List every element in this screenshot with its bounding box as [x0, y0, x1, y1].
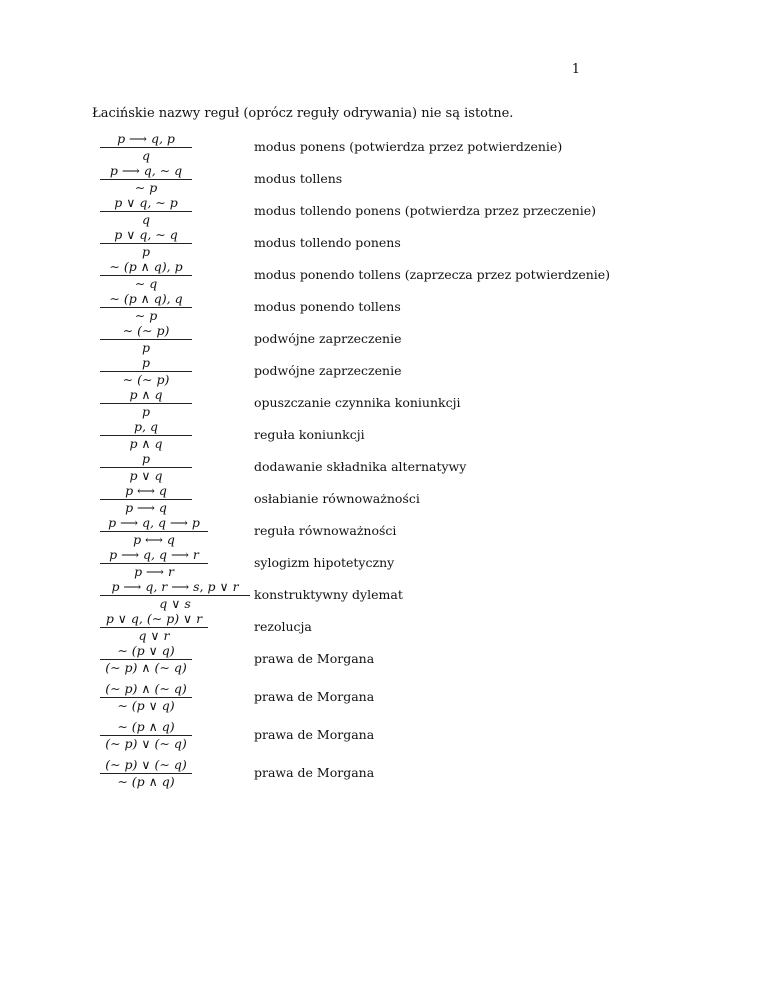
rule-name: rezolucja [254, 619, 312, 634]
rule-premise: p [141, 451, 150, 466]
rule-name: prawa de Morgana [254, 689, 375, 704]
rule-conclusion: p ⟶ q [125, 500, 167, 515]
rule-conclusion: (∼ p) ∨ (∼ q) [105, 736, 187, 751]
rule-name: modus tollendo ponens (potwierdza przez przeczenie) [254, 203, 597, 218]
rule-name: opuszczanie czynnika koniunkcji [254, 395, 461, 410]
rule-premise: ∼ (p ∧ q), p [109, 259, 183, 274]
rule-conclusion: p ⟷ q [133, 532, 175, 547]
rule-formula [100, 355, 250, 388]
rule-formula [100, 681, 250, 714]
rule-conclusion: (∼ p) ∧ (∼ q) [105, 660, 187, 675]
rule-conclusion: p ⟶ r [134, 564, 174, 579]
rule-premise: ∼ (p ∧ q), q [109, 291, 183, 306]
rule-name: modus ponendo tollens [254, 299, 401, 314]
rule-name: konstruktywny dylemat [254, 587, 403, 602]
rule-conclusion: p ∨ q [129, 468, 163, 483]
rule-conclusion: q [141, 212, 150, 227]
rule-row [92, 419, 732, 452]
rule-name: dodawanie składnika alternatywy [254, 459, 467, 474]
rule-premise: (∼ p) ∨ (∼ q) [105, 757, 187, 772]
rule-row [92, 719, 732, 752]
rule-row [92, 131, 732, 164]
rule-formula [100, 195, 250, 228]
rule-row [92, 483, 732, 516]
rule-row [92, 323, 732, 356]
rule-premise: p ∨ q, (∼ p) ∨ r [105, 611, 203, 626]
rule-row [92, 355, 732, 388]
rule-formula [100, 163, 250, 196]
rule-formula [100, 719, 250, 752]
rule-premise: p ∨ q, ∼ q [114, 227, 178, 242]
rule-conclusion: ∼ (∼ p) [122, 372, 170, 387]
rule-name: prawa de Morgana [254, 727, 375, 742]
rule-formula [100, 611, 250, 644]
rule-premise: p ⟶ q, q ⟶ p [108, 515, 200, 530]
rule-row [92, 547, 732, 580]
page-number: 1 [571, 62, 580, 77]
rule-conclusion: ∼ (p ∧ q) [117, 774, 175, 789]
rule-premise: ∼ (p ∨ q) [117, 643, 175, 658]
rule-row [92, 579, 732, 612]
rule-name: modus tollens [254, 171, 343, 186]
intro-text: Łacińskie nazwy reguł (oprócz reguły odrywania) nie są istotne. [92, 106, 514, 121]
rule-conclusion: p [141, 340, 150, 355]
rule-row [92, 757, 732, 790]
rule-row [92, 259, 732, 292]
rule-conclusion: p ∧ q [129, 436, 163, 451]
rule-name: modus ponens (potwierdza przez potwierdzenie) [254, 139, 563, 154]
rule-conclusion: p [141, 244, 150, 259]
rule-conclusion: q [141, 148, 150, 163]
rule-premise: p ⟷ q [125, 483, 167, 498]
rule-row [92, 227, 732, 260]
rule-premise: p ⟶ q, r ⟶ s, p ∨ r [111, 579, 239, 594]
rule-conclusion: q ∨ s [159, 596, 191, 611]
rule-formula [100, 483, 250, 516]
rule-row [92, 387, 732, 420]
rule-conclusion: ∼ p [134, 180, 158, 195]
rule-row [92, 643, 732, 676]
rule-formula [100, 291, 250, 324]
rule-row [92, 451, 732, 484]
rule-name: reguła koniunkcji [254, 427, 365, 442]
rule-premise: ∼ (∼ p) [122, 323, 170, 338]
rule-row [92, 515, 732, 548]
rule-formula [100, 387, 250, 420]
rule-name: reguła równoważności [254, 523, 397, 538]
rule-formula [100, 547, 250, 580]
rule-name: podwójne zaprzeczenie [254, 363, 402, 378]
rule-row [92, 611, 732, 644]
rule-row [92, 163, 732, 196]
rule-conclusion: q ∨ r [138, 628, 170, 643]
rule-formula [100, 515, 250, 548]
rule-name: modus tollendo ponens [254, 235, 401, 250]
rule-formula [100, 259, 250, 292]
rule-conclusion: ∼ q [134, 276, 158, 291]
rule-row [92, 291, 732, 324]
rule-name: sylogizm hipotetyczny [254, 555, 395, 570]
rule-formula [100, 419, 250, 452]
rule-conclusion: ∼ p [134, 308, 158, 323]
rule-formula [100, 643, 250, 676]
rule-premise: ∼ (p ∧ q) [117, 719, 175, 734]
rule-premise: p ⟶ q, ∼ q [109, 163, 183, 178]
rule-premise: p ∧ q [129, 387, 163, 402]
rule-formula [100, 227, 250, 260]
rule-formula [100, 131, 250, 164]
rule-name: prawa de Morgana [254, 651, 375, 666]
rule-name: podwójne zaprzeczenie [254, 331, 402, 346]
rule-premise: p [141, 355, 150, 370]
rule-name: prawa de Morgana [254, 765, 375, 780]
rule-premise: p ∨ q, ∼ p [114, 195, 178, 210]
rule-conclusion: p [141, 404, 150, 419]
rule-formula [100, 579, 250, 612]
rule-row [92, 681, 732, 714]
rule-premise: (∼ p) ∧ (∼ q) [105, 681, 187, 696]
rule-premise: p, q [134, 419, 158, 434]
rule-premise: p ⟶ q, q ⟶ r [109, 547, 199, 562]
rule-row [92, 195, 732, 228]
rule-premise: p ⟶ q, p [117, 131, 175, 146]
rule-name: osłabianie równoważności [254, 491, 420, 506]
rule-formula [100, 323, 250, 356]
rule-formula [100, 451, 250, 484]
rule-conclusion: ∼ (p ∨ q) [117, 698, 175, 713]
rule-name: modus ponendo tollens (zaprzecza przez potwierdzenie) [254, 267, 611, 282]
rule-formula [100, 757, 250, 790]
